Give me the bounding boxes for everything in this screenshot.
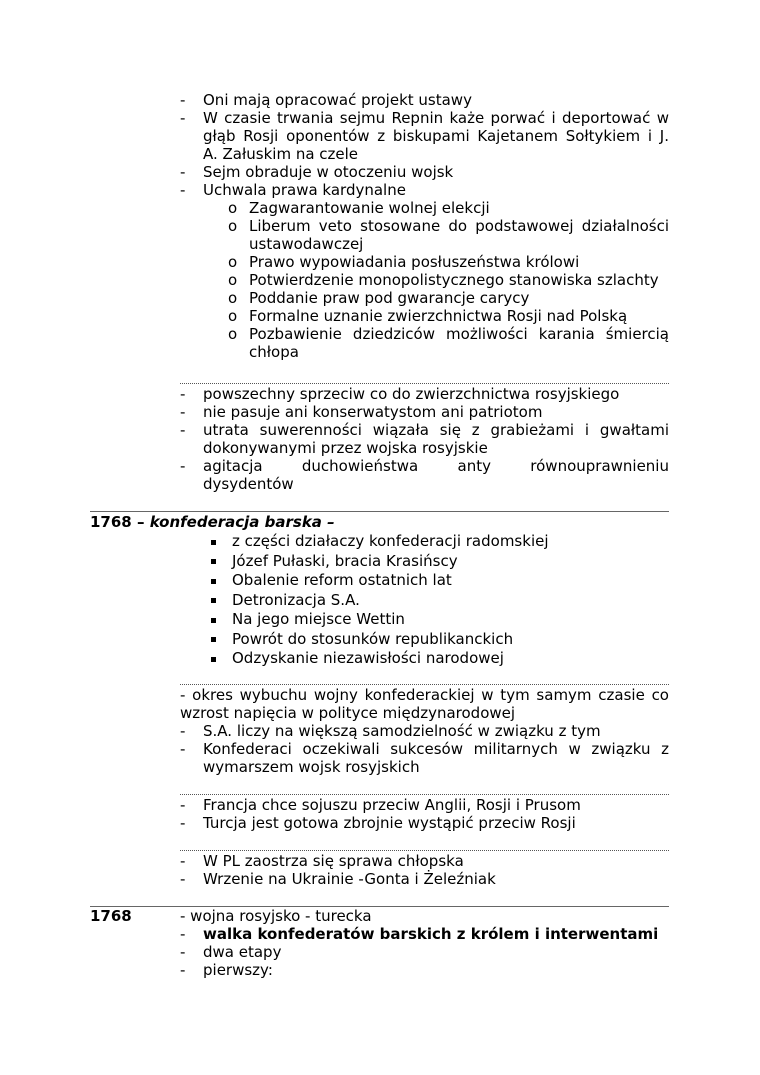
list-item [180,814,669,832]
dash-bullet: - [180,740,186,758]
dotted-divider [180,383,669,384]
list-item-text: Oni mają opracować projekt ustawy [203,91,472,109]
dash-bullet: - [180,421,186,439]
dotted-divider [180,684,669,685]
heading-title: konfederacja barska – [149,513,335,531]
list-item [180,852,669,870]
section-year-label: 1768 [90,907,132,925]
list-item-text-line: wymarszem wojsk rosyjskich [203,758,420,776]
bullet-item [180,630,669,650]
sub-list-item [180,271,669,289]
dash-bullet: - [180,796,186,814]
list-item-text-line: agitacja duchowieństwa anty równouprawnieniu [203,457,669,475]
list-item-text: walka konfederatów barskich z królem i interwentami [203,925,659,943]
section-sejm-repninowski [180,91,669,361]
section-war-outbreak [180,686,669,776]
sub-list-item [180,199,669,217]
dash-bullet: - [180,385,186,403]
dash-bullet: - [180,181,186,199]
paragraph-line: wzrost napięcia w polityce międzynarodowej [180,704,516,722]
dash-bullet: - [180,814,186,832]
dash-bullet: - [180,722,186,740]
circle-bullet: o [228,271,238,289]
square-bullet-icon [211,598,216,603]
circle-bullet: o [228,217,238,235]
dash-bullet: - [180,925,186,943]
list-item-continuation [180,439,669,457]
section-heading [90,513,335,531]
dash-bullet: - [180,961,186,979]
bullet-item-text: Odzyskanie niezawisłości narodowej [232,649,504,667]
square-bullet-icon [211,618,216,623]
sub-list-item [180,253,669,271]
paragraph-line: - wojna rosyjsko - turecka [180,907,372,925]
section-peasant-issue [180,852,669,888]
list-item-text-line: głąb Rosji oponentów z biskupami Kajetanem Sołtykiem i J. [203,127,669,145]
list-item-text-line: A. Załuskim na czele [203,145,359,163]
list-item [180,870,669,888]
sub-list-item-text: Formalne uznanie zwierzchnictwa Rosji nad Polską [249,307,628,325]
list-item-text: Sejm obraduje w otoczeniu wojsk [203,163,454,181]
sub-list-item-text: Zagwarantowanie wolnej elekcji [249,199,490,217]
section-wojna-rosyjsko-turecka [180,907,669,979]
section-konfederacja-barska [180,532,669,669]
bullet-item-text: Obalenie reform ostatnich lat [232,571,452,589]
sub-list-item [180,217,669,235]
list-item-text: Uchwala prawa kardynalne [203,181,406,199]
dash-bullet: - [180,943,186,961]
square-bullet-icon [211,657,216,662]
list-item-text-line: dysydentów [203,475,294,493]
list-item-text: dwa etapy [203,943,282,961]
square-bullet-icon [211,540,216,545]
list-item-text: powszechny sprzeciw co do zwierzchnictwa rosyjskiego [203,385,620,403]
list-item [180,163,669,181]
bullet-item [180,610,669,630]
dash-bullet: - [180,109,186,127]
sub-list-item-continuation [180,343,669,361]
section-reactions [180,385,669,493]
list-item-continuation [180,758,669,776]
circle-bullet: o [228,199,238,217]
list-item [180,181,669,199]
list-item [180,91,669,109]
list-item-text: S.A. liczy na większą samodzielność w związku z tym [203,722,601,740]
list-item-continuation [180,145,669,163]
sub-list-item-text: Potwierdzenie monopolistycznego stanowiska szlachty [249,271,659,289]
list-item-text-line: dokonywanymi przez wojska rosyjskie [203,439,488,457]
list-item-text-line: W czasie trwania sejmu Repnin każe porwać i deportować w [203,109,669,127]
square-bullet-icon [211,579,216,584]
circle-bullet: o [228,325,238,343]
dotted-divider [180,850,669,851]
list-item [180,925,669,943]
circle-bullet: o [228,253,238,271]
list-item [180,403,669,421]
section-divider [90,511,669,512]
paragraph-line: - okres wybuchu wojny konfederackiej w tym samym czasie co [180,686,669,704]
list-item [180,421,669,439]
bullet-item-text: Detronizacja S.A. [232,590,360,609]
list-item [180,943,669,961]
circle-bullet: o [228,307,238,325]
bullet-item-text: Na jego miejsce Wettin [232,610,405,628]
bullet-item-text: Powrót do stosunków republikanckich [232,629,514,648]
list-item-text: nie pasuje ani konserwatystom ani patriotom [203,403,543,421]
sub-list-item-text-line: ustawodawczej [249,235,364,253]
section-international [180,796,669,832]
list-item-text: Wrzenie na Ukrainie -Gonta i Żeleźniak [203,870,496,888]
sub-list-item [180,289,669,307]
sub-list-item [180,307,669,325]
list-item [180,740,669,758]
sub-list-item [180,325,669,343]
dash-bullet: - [180,403,186,421]
bullet-item [180,591,669,611]
square-bullet-icon [211,559,216,564]
sub-list-item-text-line: Liberum veto stosowane do podstawowej działalności [249,217,669,235]
list-item-text: Francja chce sojuszu przeciw Anglii, Rosji i Prusom [203,796,581,814]
bullet-item [180,532,669,552]
dash-bullet: - [180,870,186,888]
bullet-item [180,571,669,591]
list-item-text: pierwszy: [203,961,273,979]
list-item [180,457,669,475]
sub-list-item-text-line: Pozbawienie dziedziców możliwości karania śmiercią [249,325,669,343]
bullet-item [180,552,669,572]
sub-list-item-text-line: chłopa [249,343,299,361]
list-item [180,385,669,403]
list-item-text: Turcja jest gotowa zbrojnie wystąpić przeciw Rosji [203,814,576,832]
list-item-text: W PL zaostrza się sprawa chłopska [203,852,464,870]
dash-bullet: - [180,163,186,181]
list-item [180,722,669,740]
dash-bullet: - [180,457,186,475]
list-item [180,796,669,814]
list-item-text-line: utrata suwerenności wiązała się z grabieżami i gwałtami [203,421,669,439]
sub-list-item-text: Prawo wypowiadania posłuszeństwa królowi [249,253,580,271]
bullet-item-text: Józef Pułaski, bracia Krasińscy [232,551,458,570]
bullet-item-text: z części działaczy konfederacji radomskiej [232,532,549,550]
dotted-divider [180,794,669,795]
square-bullet-icon [211,637,216,642]
list-item [180,109,669,127]
list-item-continuation [180,127,669,145]
dash-bullet: - [180,852,186,870]
sub-list-item-text: Poddanie praw pod gwarancje carycy [249,289,530,307]
list-item-text-line: Konfederaci oczekiwali sukcesów militarnych w związku z [203,740,669,758]
list-item [180,961,669,979]
circle-bullet: o [228,289,238,307]
list-item-continuation [180,475,669,493]
dash-bullet: - [180,91,186,109]
sub-list-item-continuation [180,235,669,253]
heading-year: 1768 – [90,513,145,531]
bullet-item [180,649,669,669]
